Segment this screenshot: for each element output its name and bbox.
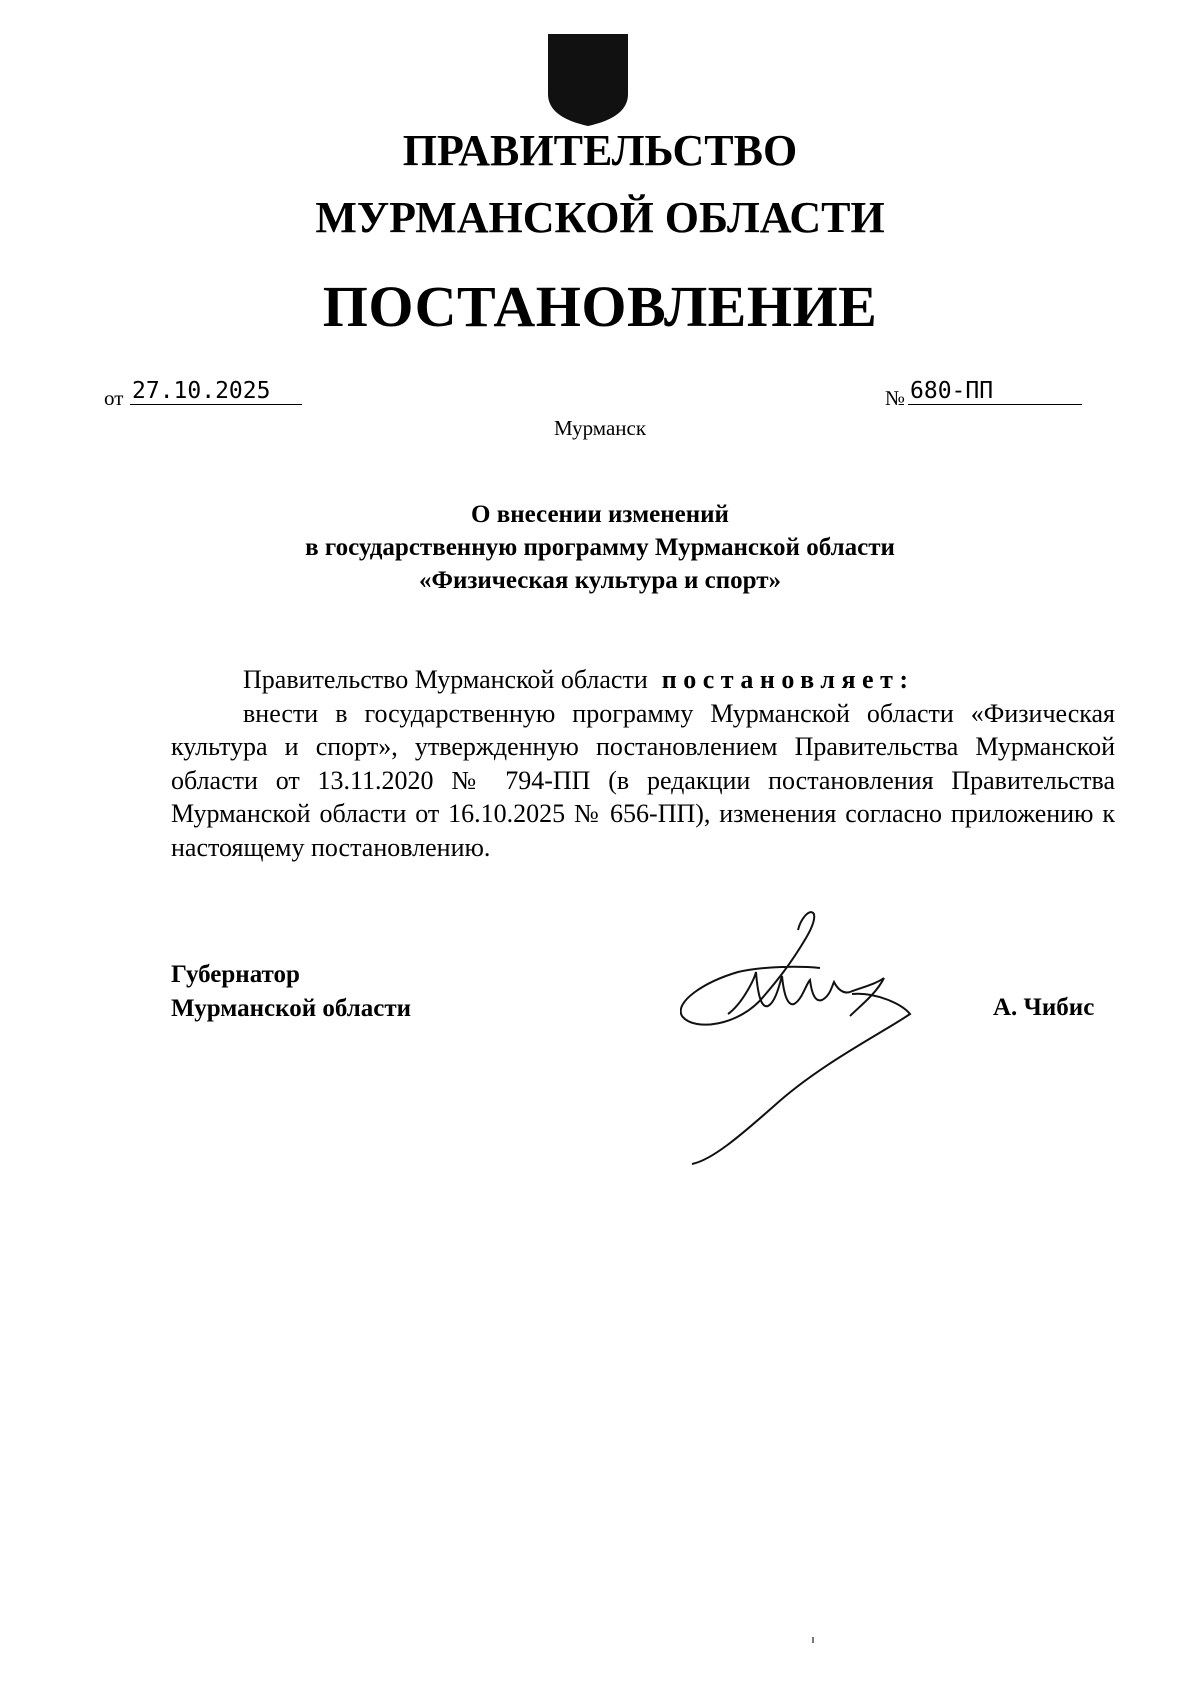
decree-word: постановляет: bbox=[661, 665, 915, 694]
document-type-heading: ПОСТАНОВЛЕНИЕ bbox=[322, 274, 878, 339]
signature-icon bbox=[680, 910, 920, 1170]
org-name-line1: ПРАВИТЕЛЬСТВО bbox=[402, 126, 798, 175]
date-prefix: от bbox=[104, 386, 124, 410]
coat-of-arms-icon bbox=[546, 32, 630, 127]
city: Мурманск bbox=[553, 416, 647, 440]
signatory-name: А. Чибис bbox=[993, 994, 1095, 1021]
title-line2: в государственную программу Мурманской области bbox=[305, 534, 895, 561]
document-number: 680-ПП bbox=[908, 378, 1082, 405]
intro-text: Правительство Мурманской области bbox=[243, 665, 648, 694]
document-date: 27.10.2025 bbox=[130, 378, 302, 405]
document-body bbox=[171, 663, 1115, 864]
position-line1: Губернатор bbox=[171, 961, 300, 988]
signatory-position bbox=[171, 958, 411, 1026]
document-title bbox=[0, 498, 1200, 597]
scan-mark bbox=[812, 1637, 814, 1643]
intro-paragraph bbox=[171, 663, 1115, 697]
number-prefix: № bbox=[885, 386, 906, 410]
title-line1: О внесении изменений bbox=[471, 501, 729, 528]
org-name-line2: МУРМАНСКОЙ ОБЛАСТИ bbox=[315, 193, 885, 242]
body-text: внести в государственную программу Мурманской области «Физическая культура и спорт», утвержденную постановлением Правительства Мурманской области от 13.11.2020 № 794-ПП (в редакции постановления Правительства Мурманской области от 16.10.2025 № 656-ПП), изменения согласно приложению к настоящему постановлению. bbox=[171, 698, 1115, 862]
position-line2: Мурманской области bbox=[171, 995, 412, 1022]
title-line3: «Физическая культура и спорт» bbox=[418, 567, 782, 594]
date-number-row bbox=[104, 378, 1084, 414]
